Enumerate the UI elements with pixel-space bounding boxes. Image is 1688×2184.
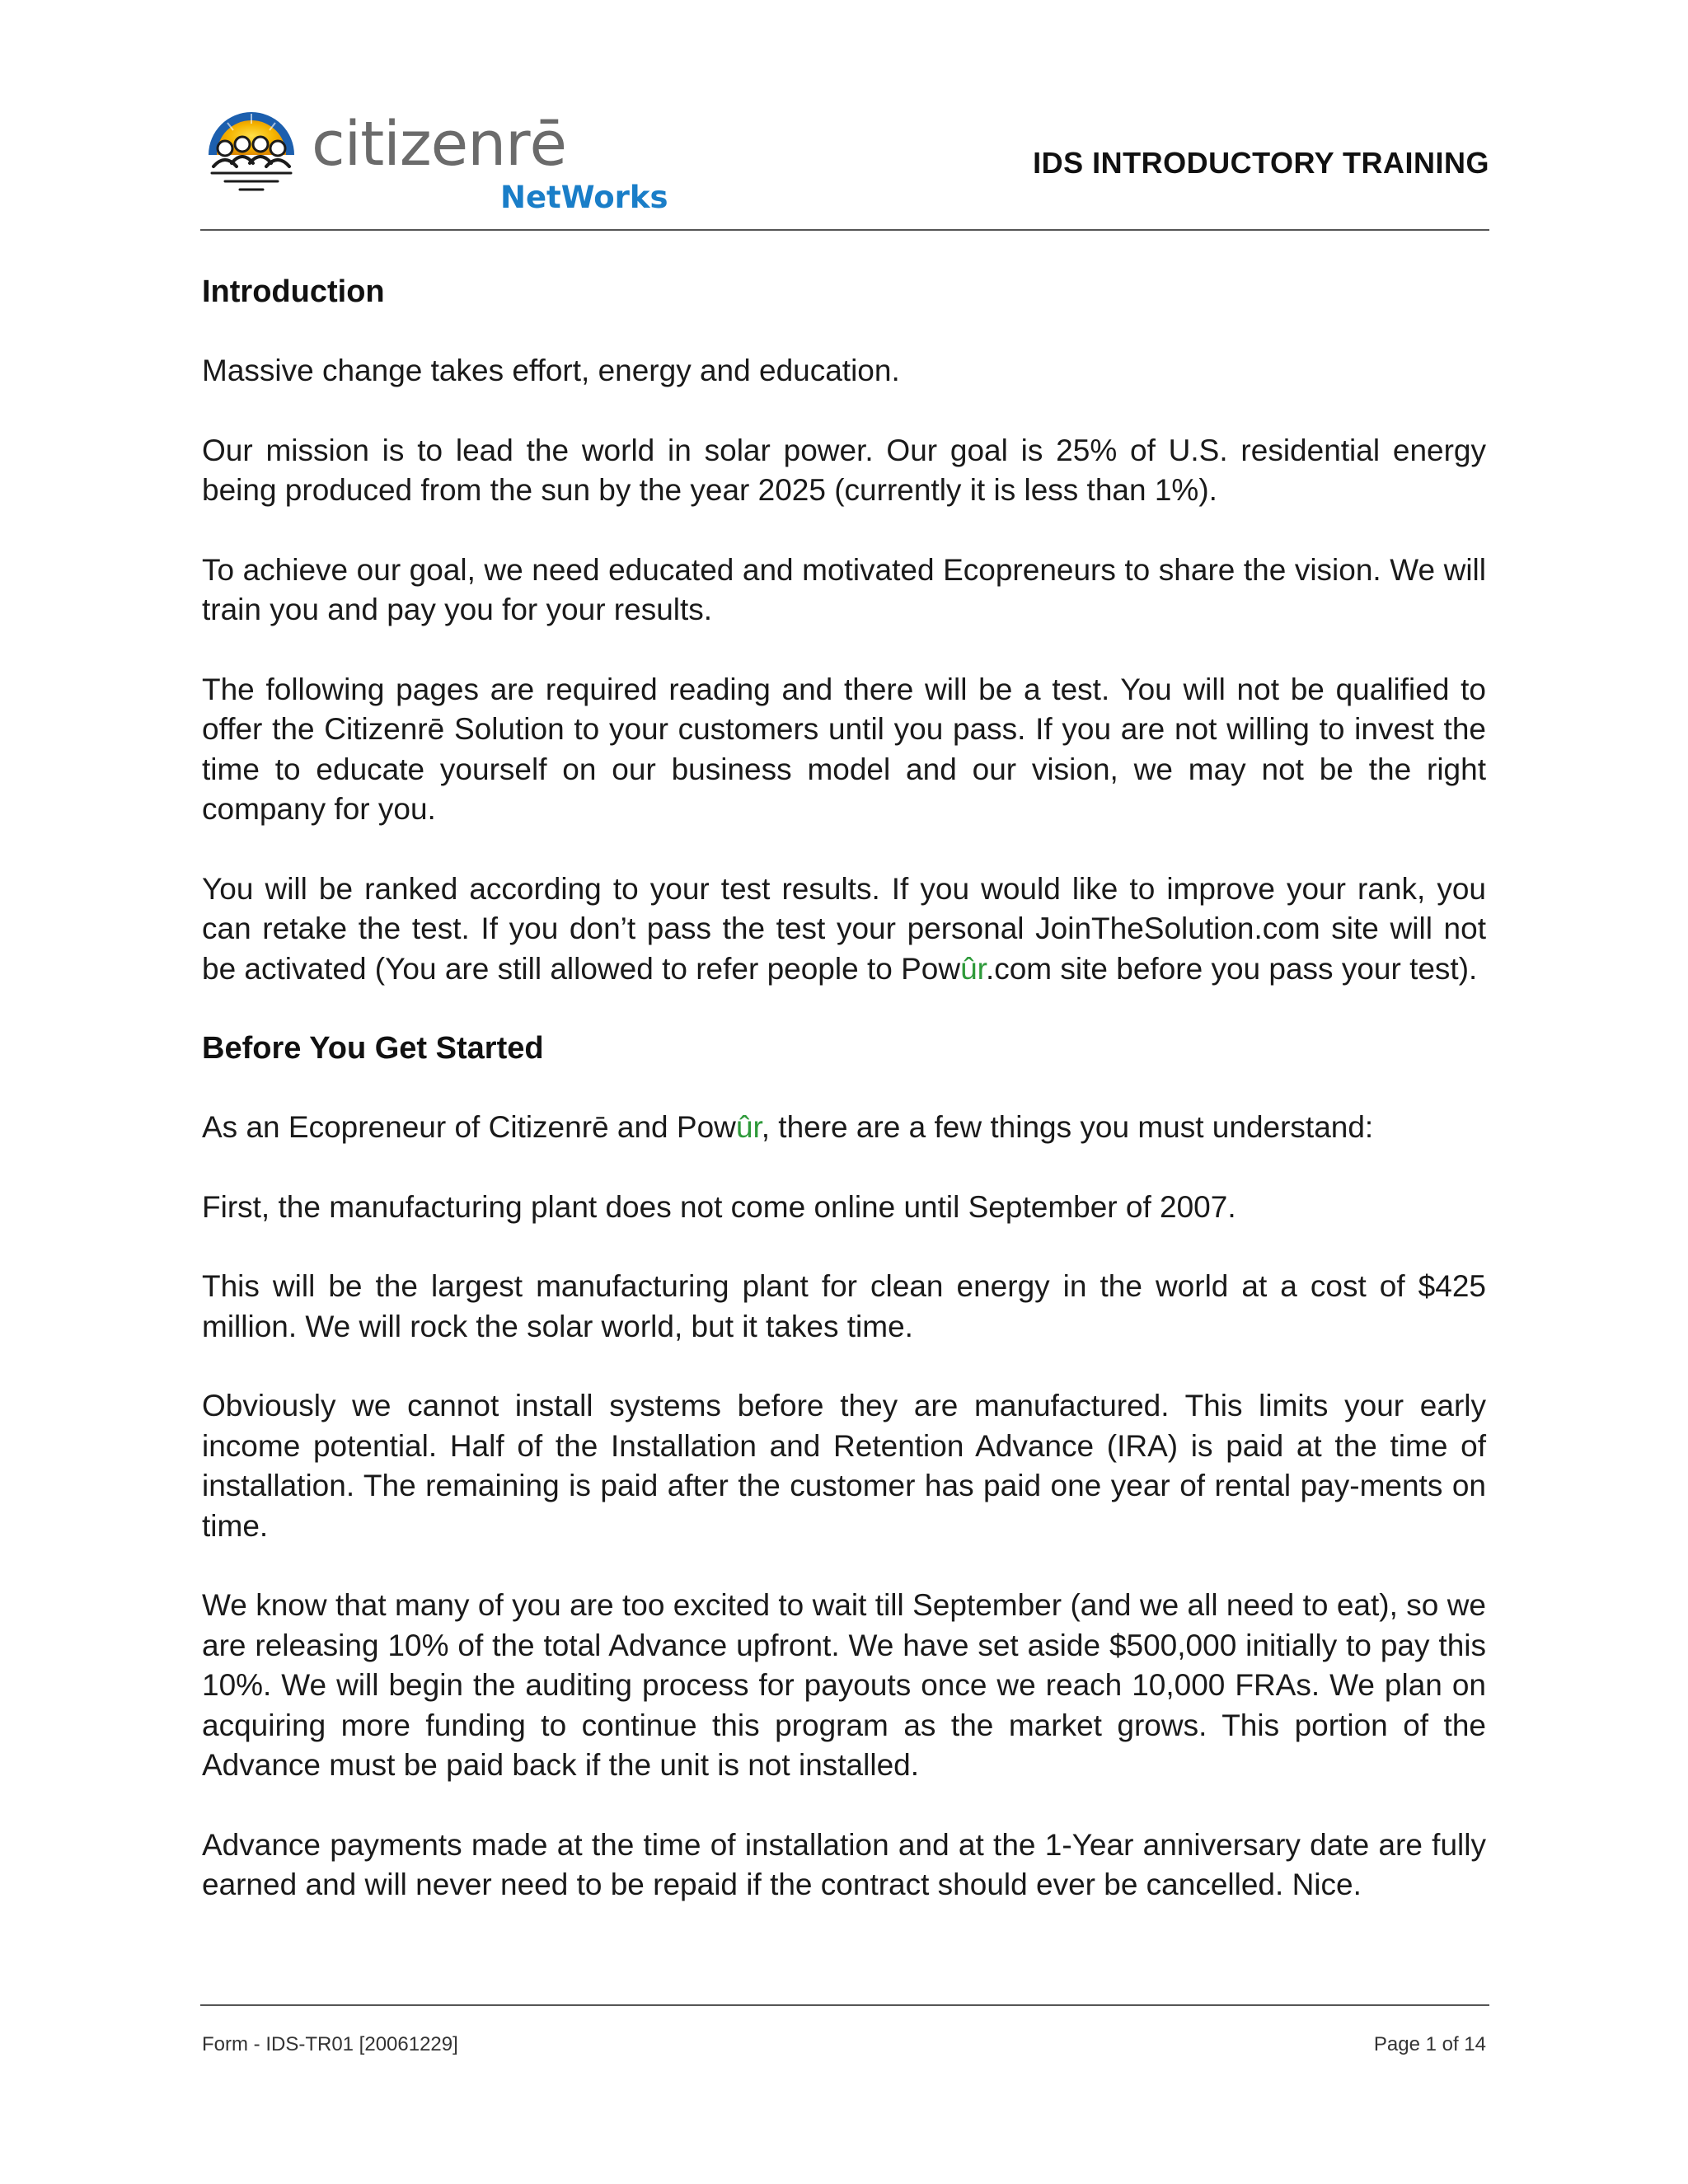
paragraph-6 — [202, 1108, 1486, 1148]
document-body — [202, 272, 1486, 1905]
before-you-get-started-heading: Before You Get Started — [202, 1031, 544, 1066]
page-number: Page 1 of 14 — [1373, 2033, 1486, 2055]
header-divider — [200, 229, 1489, 231]
document-title: IDS INTRODUCTORY TRAINING — [1033, 146, 1489, 180]
paragraph-5-text-b: .com site before you pass your test). — [985, 951, 1478, 986]
page-header — [200, 99, 1489, 231]
paragraph-9: Obviously we cannot install systems before they are manufactured. This limits your early income potential. Half of the Installation and Retention Advance (IRA) is paid at the time of installation. The remaining is paid after the customer has paid one year of rental pay-ments on time. — [202, 1389, 1486, 1543]
paragraph-8: This will be the largest manufacturing plant for clean energy in the world at a cost of $425 million. We will rock the solar world, but it takes time. — [202, 1269, 1486, 1343]
paragraph-6-text-b: , there are a few things you must understand: — [761, 1110, 1374, 1144]
paragraph-5-text-a: You will be ranked according to your test results. If you would like to improve your rank, you can retake the test. If you don’t pass the test your personal JoinTheSolution.com site will not be activated (You are still allowed to refer people to Pow — [202, 871, 1486, 986]
logo-networks-subtext: NetWorks — [500, 180, 668, 215]
document-page — [200, 0, 1489, 2184]
introduction-heading: Introduction — [202, 274, 385, 309]
paragraph-11: Advance payments made at the time of installation and at the 1-Year anniversary date are fully earned and will never need to be repaid if the contract should ever be cancelled. Nice. — [202, 1827, 1486, 1901]
paragraph-7: First, the manufacturing plant does not come online until September of 2007. — [202, 1189, 1236, 1224]
citizenre-logo — [200, 99, 695, 223]
paragraph-2: Our mission is to lead the world in solar power. Our goal is 25% of U.S. residential energy being produced from the sun by the year 2025 (currently it is less than 1%). — [202, 433, 1486, 507]
logo-wordmark: citizenrē — [312, 109, 567, 180]
paragraph-4: The following pages are required reading and there will be a test. You will not be qualified to offer the Citizenrē Solution to your customers until you pass. If you are not willing to invest the time to educate yourself on our business model and our vision, we may not be the right company for you. — [202, 672, 1486, 826]
sun-people-logo-icon — [200, 99, 303, 202]
paragraph-10: We know that many of you are too excited to wait till September (and we all need to eat), so we are releasing 10% of the total Advance upfront. We have set aside $500,000 initially to pay this 10%. We will begin the auditing process for payouts once we reach 10,000 FRAs. We plan on acquiring more funding to continue this program as the market grows. This portion of the Advance must be paid back if the unit is not installed. — [202, 1588, 1486, 1782]
paragraph-5 — [202, 869, 1486, 990]
paragraph-6-text-a: As an Ecopreneur of Citizenrē and Pow — [202, 1110, 736, 1144]
footer-divider — [200, 2004, 1489, 2006]
paragraph-3: To achieve our goal, we need educated and motivated Ecopreneurs to share the vision. We will train you and pay you for your results. — [202, 552, 1486, 626]
form-identifier: Form - IDS-TR01 [20061229] — [202, 2033, 458, 2055]
powur-brand-mark: ûr — [960, 951, 986, 986]
powur-brand-mark: ûr — [735, 1110, 762, 1144]
paragraph-1: Massive change takes effort, energy and education. — [202, 354, 900, 387]
